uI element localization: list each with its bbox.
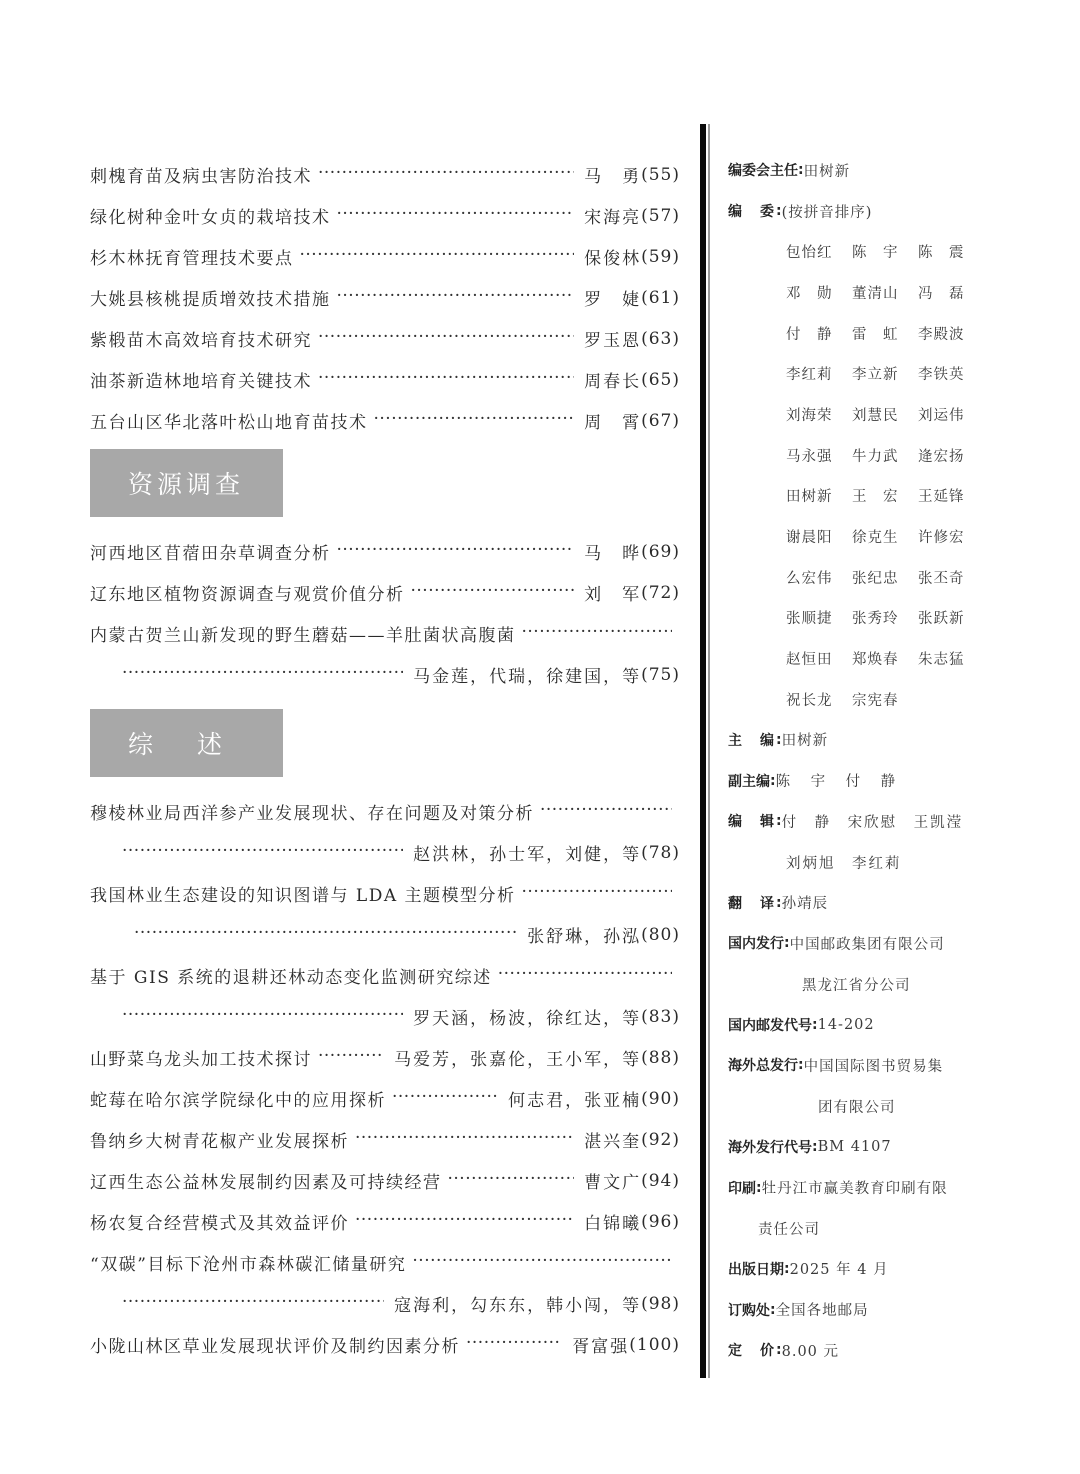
- dot-leader: [134, 925, 517, 945]
- colon: :: [798, 1057, 804, 1074]
- field-value: 责任公司: [758, 1221, 820, 1238]
- field-label: 编 辑: [728, 814, 776, 831]
- toc-entry[interactable]: [90, 359, 680, 400]
- toc-entry-continuation[interactable]: [90, 832, 680, 873]
- page-number: (90): [641, 1088, 680, 1109]
- board-row: [728, 598, 988, 639]
- toc-entry[interactable]: [90, 613, 680, 654]
- member-name: 郑焕春: [852, 652, 899, 669]
- member-name: 董清山: [852, 285, 899, 302]
- article-title: 五台山区华北落叶松山地育苗技术: [90, 413, 368, 433]
- dot-leader: [540, 802, 672, 822]
- member-name: 张秀玲: [852, 611, 899, 628]
- field-value: BM 4107: [817, 1138, 892, 1155]
- page-number: (55): [641, 164, 680, 185]
- article-author: 周春长: [584, 372, 642, 392]
- page-number: (75): [641, 664, 680, 685]
- masthead-domestic-distribution: [728, 923, 988, 964]
- member-name: 李殿波: [918, 326, 965, 343]
- member-name: 张顺捷: [786, 611, 833, 628]
- article-author: 刘 军: [584, 585, 642, 605]
- dot-leader: [318, 165, 574, 185]
- article-title: 杉木林抚育管理技术要点: [90, 249, 294, 269]
- toc-entry-continuation[interactable]: [90, 1283, 680, 1324]
- member-name: 谢晨阳: [786, 530, 833, 547]
- board-row: [728, 353, 988, 394]
- toc-entry[interactable]: [90, 873, 680, 914]
- page-number: (72): [641, 582, 680, 603]
- member-name: 包怡红: [786, 245, 833, 262]
- article-title: 我国林业生态建设的知识图谱与 LDA 主题模型分析: [90, 886, 516, 906]
- page-number: (98): [641, 1293, 680, 1314]
- dot-leader: [122, 1294, 384, 1314]
- member-name: 李立新: [852, 367, 899, 384]
- article-author: 湛兴奎: [584, 1132, 642, 1152]
- article-title: 鲁纳乡大树青花椒产业发展探析: [90, 1132, 349, 1152]
- masthead-editors: [728, 801, 988, 842]
- member-name: 邓 勋: [786, 285, 833, 302]
- board-row: [728, 557, 988, 598]
- field-label: 海外总发行: [728, 1058, 798, 1075]
- board-row: [728, 435, 988, 476]
- field-value: 全国各地邮局: [775, 1303, 869, 1320]
- toc-entry[interactable]: [90, 1037, 680, 1078]
- masthead-domestic-distribution-cont: [728, 964, 988, 1005]
- masthead-publication-date: [728, 1249, 988, 1290]
- board-row: [728, 476, 988, 517]
- dot-leader: [318, 370, 574, 390]
- masthead-overseas-code: [728, 1127, 988, 1168]
- member-name: 王延锋: [918, 489, 965, 506]
- field-label: 出版日期: [728, 1261, 784, 1278]
- page-number: (67): [641, 410, 680, 431]
- colon: :: [776, 894, 782, 911]
- toc-entry[interactable]: [90, 236, 680, 277]
- table-of-contents: [90, 154, 680, 1365]
- article-author: 白锦曦: [584, 1214, 642, 1234]
- masthead-chief-editor: [728, 720, 988, 761]
- article-author: 罗 婕: [584, 290, 642, 310]
- member-name: 许修宏: [918, 530, 965, 547]
- member-name: 李红莉: [786, 367, 833, 384]
- page-number: (63): [641, 328, 680, 349]
- field-label: 国内发行: [728, 936, 784, 953]
- field-label: 定 价: [728, 1343, 776, 1360]
- page-number: (78): [641, 842, 680, 863]
- page-number: (69): [641, 541, 680, 562]
- field-value: 14-202: [817, 1016, 875, 1033]
- article-title: 穆棱林业局西洋参产业发展现状、存在问题及对策分析: [90, 804, 534, 824]
- article-title: 山野菜乌龙头加工技术探讨: [90, 1050, 312, 1070]
- toc-entry[interactable]: [90, 1160, 680, 1201]
- toc-entry[interactable]: [90, 318, 680, 359]
- colon: :: [770, 772, 776, 789]
- field-label: 国内邮发代号: [728, 1017, 812, 1034]
- field-label: 编 委: [728, 204, 776, 221]
- page-number: (65): [641, 369, 680, 390]
- masthead-printer-cont: [728, 1208, 988, 1249]
- dot-leader: [122, 843, 403, 863]
- masthead-chair: [728, 150, 988, 191]
- dot-leader: [300, 247, 575, 267]
- masthead-overseas-distribution: [728, 1045, 988, 1086]
- dot-leader: [412, 1253, 672, 1273]
- article-author: 寇海利，勾东东，韩小闯，等: [394, 1296, 642, 1316]
- dot-leader: [122, 1007, 403, 1027]
- page-number: (83): [641, 1006, 680, 1027]
- article-title: 绿化树种金叶女贞的栽培技术: [90, 208, 331, 228]
- dot-leader: [122, 665, 403, 685]
- colon: :: [776, 1342, 782, 1359]
- member-name: 张跃新: [918, 611, 965, 628]
- member-name: 张丕奇: [918, 570, 965, 587]
- board-row: [728, 394, 988, 435]
- article-title: 大姚县核桃提质增效技术措施: [90, 290, 331, 310]
- article-title: 内蒙古贺兰山新发现的野生蘑菇——羊肚菌状高腹菌: [90, 626, 516, 646]
- member-name: 马永强: [786, 448, 833, 465]
- masthead-board: [728, 191, 988, 232]
- board-row: [728, 231, 988, 272]
- field-value: 牡丹江市赢美教育印刷有限: [761, 1181, 948, 1198]
- article-title: 油茶新造林地培育关键技术: [90, 372, 312, 392]
- colon: :: [756, 1179, 762, 1196]
- colon: :: [776, 731, 782, 748]
- member-name: 陈 震: [918, 245, 965, 262]
- page-number: (80): [641, 924, 680, 945]
- page-number: (57): [641, 205, 680, 226]
- article-author: 罗天涵，杨波，徐红达，等: [413, 1009, 642, 1029]
- section-header-review: 综述: [90, 709, 283, 777]
- article-author: 宋海亮: [584, 208, 642, 228]
- page-number: (96): [641, 1211, 680, 1232]
- toc-entry-continuation[interactable]: [90, 996, 680, 1037]
- member-name: 牛力武: [852, 448, 899, 465]
- field-label: 副主编: [728, 773, 770, 790]
- article-author: 赵洪林，孙士军，刘健，等: [413, 845, 642, 865]
- field-value: 2025 年 4 月: [789, 1262, 889, 1279]
- toc-entry[interactable]: [90, 1119, 680, 1160]
- toc-entry[interactable]: [90, 572, 680, 613]
- toc-entry[interactable]: [90, 1242, 680, 1283]
- member-name: 刘慧民: [852, 407, 899, 424]
- page-number: (59): [641, 246, 680, 267]
- article-author: 罗玉恩: [584, 331, 642, 351]
- dot-leader: [411, 583, 575, 603]
- member-name: 付 静: [786, 326, 833, 343]
- article-author: 马金莲，代瑞，徐建国，等: [413, 667, 642, 687]
- masthead: [728, 150, 988, 1371]
- field-value: 付 静 宋欣慰 王凯滢: [781, 814, 964, 831]
- dot-leader: [498, 966, 672, 986]
- member-name: 朱志猛: [918, 652, 965, 669]
- member-name: 田树新: [786, 489, 833, 506]
- colon: :: [784, 935, 790, 952]
- page-number: (94): [641, 1170, 680, 1191]
- article-author: 保俊林: [584, 249, 642, 269]
- member-name: 宗宪春: [852, 692, 899, 709]
- board-row: [728, 272, 988, 313]
- dot-leader: [318, 329, 574, 349]
- masthead-deputy-editor: [728, 760, 988, 801]
- toc-entry[interactable]: [90, 400, 680, 441]
- toc-entry-continuation[interactable]: [90, 654, 680, 695]
- field-label: 印刷: [728, 1180, 756, 1197]
- board-row: [728, 516, 988, 557]
- article-title: “双碳”目标下沧州市森林碳汇储量研究: [90, 1255, 407, 1275]
- member-name: 刘运伟: [918, 407, 965, 424]
- toc-entry[interactable]: [90, 195, 680, 236]
- article-title: 河西地区苜蓿田杂草调查分析: [90, 544, 331, 564]
- masthead-printer: [728, 1167, 988, 1208]
- dot-leader: [318, 1048, 384, 1068]
- member-name: 张纪忠: [852, 570, 899, 587]
- board-row: [728, 313, 988, 354]
- article-title: 杨农复合经营模式及其效益评价: [90, 1214, 349, 1234]
- toc-entry[interactable]: [90, 1078, 680, 1119]
- column-divider-thick: [700, 124, 706, 1378]
- article-author: 何志君，张亚楠: [508, 1091, 642, 1111]
- member-name: 赵恒田: [786, 652, 833, 669]
- field-label: 订购处: [728, 1302, 770, 1319]
- colon: :: [798, 162, 804, 179]
- article-title: 蛇莓在哈尔滨学院绿化中的应用探析: [90, 1091, 386, 1111]
- section-header-resources: 资源调查: [90, 449, 283, 517]
- article-title: 刺槐育苗及病虫害防治技术: [90, 167, 312, 187]
- field-value: 刘炳旭 李红莉: [786, 855, 902, 872]
- masthead-editors-cont: [728, 842, 988, 883]
- member-name: 祝长龙: [786, 692, 833, 709]
- toc-entry[interactable]: [90, 791, 680, 832]
- field-value: (按拼音排序): [781, 204, 873, 221]
- article-author: 胥富强: [572, 1337, 630, 1357]
- toc-entry[interactable]: [90, 1324, 680, 1365]
- column-divider-thin: [708, 124, 710, 1378]
- page-number: (61): [641, 287, 680, 308]
- member-name: 冯 磊: [918, 285, 965, 302]
- field-value: 孙靖辰: [781, 896, 829, 913]
- member-name: 徐克生: [852, 530, 899, 547]
- dot-leader: [522, 884, 672, 904]
- masthead-domestic-code: [728, 1004, 988, 1045]
- article-author: 马爱芳，张嘉伦，王小军，等: [394, 1050, 642, 1070]
- article-author: 马 勇: [584, 167, 642, 187]
- field-value: 8.00 元: [781, 1343, 840, 1360]
- member-name: 逄宏扬: [918, 448, 965, 465]
- article-author: 周 霄: [584, 413, 642, 433]
- field-value: 田树新: [803, 163, 851, 180]
- page-number: (100): [629, 1334, 680, 1355]
- member-name: 么宏伟: [786, 570, 833, 587]
- toc-entry[interactable]: [90, 531, 680, 572]
- field-value: 团有限公司: [818, 1099, 896, 1116]
- masthead-price: [728, 1330, 988, 1371]
- member-name: 李铁英: [918, 367, 965, 384]
- article-title: 辽西生态公益林发展制约因素及可持续经营: [90, 1173, 442, 1193]
- dot-leader: [355, 1130, 574, 1150]
- toc-entry[interactable]: [90, 1201, 680, 1242]
- colon: :: [812, 1138, 818, 1155]
- dot-leader: [448, 1171, 575, 1191]
- field-value: 陈 宇 付 静: [775, 774, 899, 791]
- article-author: 马 晔: [584, 544, 642, 564]
- colon: :: [770, 1301, 776, 1318]
- masthead-overseas-distribution-cont: [728, 1086, 988, 1127]
- dot-leader: [522, 624, 673, 644]
- board-row: [728, 679, 988, 720]
- toc-entry-continuation[interactable]: [90, 914, 680, 955]
- field-value: 黑龙江省分公司: [802, 977, 911, 994]
- page-number: (88): [641, 1047, 680, 1068]
- dot-leader: [392, 1089, 498, 1109]
- field-value: 中国国际图书贸易集: [803, 1058, 944, 1075]
- field-value: 中国邮政集团有限公司: [789, 936, 945, 953]
- article-title: 辽东地区植物资源调查与观赏价值分析: [90, 585, 405, 605]
- article-title: 基于 GIS 系统的退耕还林动态变化监测研究综述: [90, 968, 492, 988]
- field-label: 翻 译: [728, 895, 776, 912]
- article-author: 曹文广: [584, 1173, 642, 1193]
- colon: :: [812, 1016, 818, 1033]
- masthead-order: [728, 1289, 988, 1330]
- article-title: 小陇山林区草业发展现状评价及制约因素分析: [90, 1337, 460, 1357]
- toc-entry[interactable]: [90, 277, 680, 318]
- field-label: 主 编: [728, 732, 776, 749]
- member-name: 雷 虹: [852, 326, 899, 343]
- masthead-translator: [728, 882, 988, 923]
- page-number: (92): [641, 1129, 680, 1150]
- field-label: 海外发行代号: [728, 1139, 812, 1156]
- article-author: 张舒琳，孙泓: [527, 927, 642, 947]
- board-row: [728, 638, 988, 679]
- colon: :: [776, 203, 782, 220]
- dot-leader: [466, 1335, 562, 1355]
- member-name: 刘海荣: [786, 407, 833, 424]
- field-value: 田树新: [781, 733, 829, 750]
- article-title: 紫椴苗木高效培育技术研究: [90, 331, 312, 351]
- member-name: 陈 宇: [852, 245, 899, 262]
- dot-leader: [337, 288, 575, 308]
- colon: :: [776, 813, 782, 830]
- toc-entry[interactable]: [90, 955, 680, 996]
- dot-leader: [337, 206, 575, 226]
- colon: :: [784, 1260, 790, 1277]
- dot-leader: [337, 542, 575, 562]
- field-label: 编委会主任: [728, 163, 798, 180]
- dot-leader: [355, 1212, 574, 1232]
- toc-entry[interactable]: [90, 154, 680, 195]
- dot-leader: [374, 411, 575, 431]
- member-name: 王 宏: [852, 489, 899, 506]
